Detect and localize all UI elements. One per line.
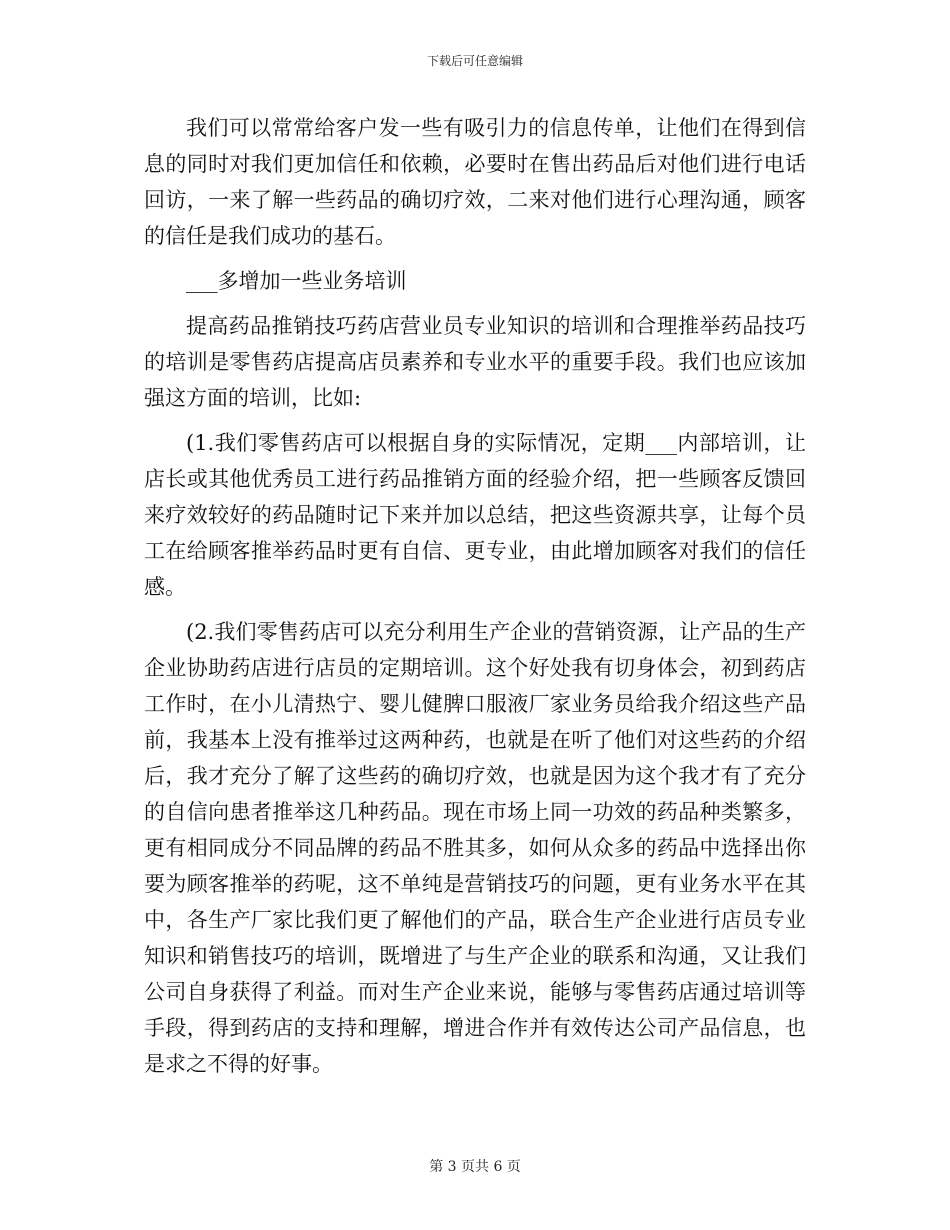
page-header: 下载后可任意编辑 <box>426 54 523 68</box>
paragraph-training-intro: 提高药品推销技巧药店营业员专业知识的培训和合理推举药品技巧的培训是零售药店提高店员素养和专业水平的重要手段。我们也应该加强这方面的培训，比如: <box>144 314 806 410</box>
paragraph-manufacturer-training: (2.我们零售药店可以充分利用生产企业的营销资源，让产品的生产企业协助药店进行店员的定期培训。这个好处我有切身体会，初到药店工作时，在小儿清热宁、婴儿健脾口服液厂家业务员给我介绍这些产品前，我基本上没有推举过这两种药，也就是在听了他们对这些药的介绍后，我才充分了解了这些药的确切疗效，也就是因为这个我才有了充分的自信向患者推举这几种药品。现在市场上同一功效的药品种类繁多，更有相同成分不同品牌的药品不胜其多，如何从众多的药品中选择出你要为顾客推举的药呢，这不单纯是营销技巧的问题，更有业务水平在其中，各生产厂家比我们更了解他们的产品，联合生产企业进行店员专业知识和销售技巧的培训，既增进了与生产企业的联系和沟通，又让我们公司自身获得了利益。而对生产企业来说，能够与零售药店通过培训等手段，得到药店的支持和理解，增进合作并有效传达公司产品信息，也是求之不得的好事。 <box>144 620 806 1076</box>
section-heading-training: ___多增加一些业务培训 <box>186 269 407 293</box>
page-footer: 第 3 页共 6 页 <box>429 1159 521 1175</box>
document-body <box>144 110 806 1082</box>
paragraph-internal-training: (1.我们零售药店可以根据自身的实际情况，定期___内部培训，让店长或其他优秀员工进行药品推销方面的经验介绍，把一些顾客反馈回来疗效较好的药品随时记下来并加以总结，把这些资源共享，让每个员工在给顾客推举药品时更有自信、更专业，由此增加顾客对我们的信任感。 <box>144 431 806 599</box>
paragraph-customer-trust: 我们可以常常给客户发一些有吸引力的信息传单，让他们在得到信息的同时对我们更加信任和依赖，必要时在售出药品后对他们进行电话回访，一来了解一些药品的确切疗效，二来对他们进行心理沟通，顾客的信任是我们成功的基石。 <box>144 116 806 248</box>
